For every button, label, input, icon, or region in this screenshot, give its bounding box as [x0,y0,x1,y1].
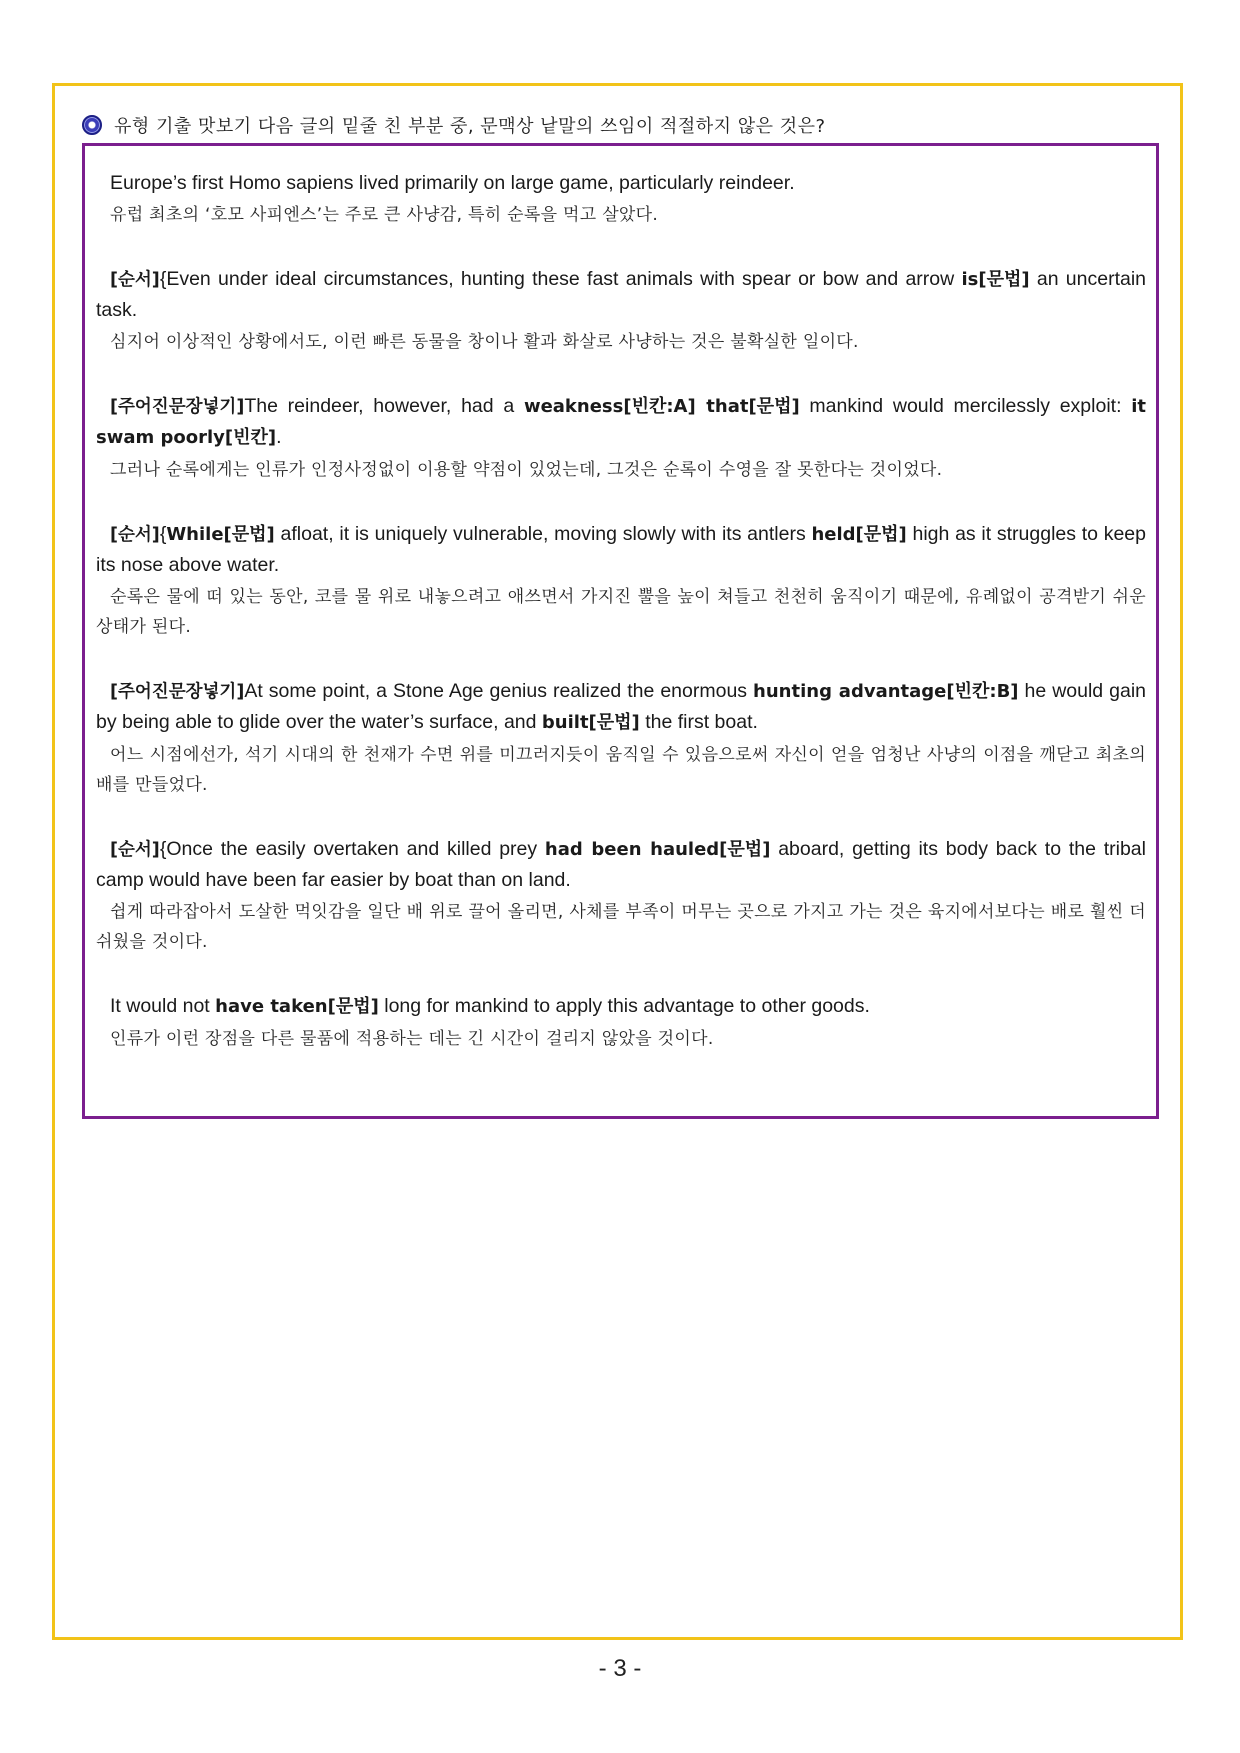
marked-phrase: While[문법] [166,524,275,545]
question-type-tag: [주어진문장넣기] [110,682,245,702]
passage-content [96,168,1146,1088]
question-type-tag: [순서] [110,270,160,290]
sentence-text: {Once the easily overtaken and killed prey [159,838,545,860]
sentence-text: Europe’s first Homo sapiens lived primarily on large game, particularly reindeer. [110,172,795,194]
sentence-text: It would not [110,995,216,1017]
korean-translation: 어느 시점에선가, 석기 시대의 한 천재가 수면 위를 미끄러지듯이 움직일 수 있음으로써 자신이 얻을 엄청난 사냥의 이점을 깨닫고 최초의 배를 만들었다. [96,745,1146,795]
english-sentence [96,519,1146,580]
sentence-text: an uncertain task. [96,268,1147,321]
english-sentence [96,991,1146,1022]
page-number: - 3 - [598,1655,642,1682]
sentence-text: mankind would mercilessly exploit: [799,395,1132,417]
sentence-text: . [276,426,282,448]
question-type-tag: [주어진문장넣기] [110,397,245,417]
passage-paragraph [96,264,1146,357]
marked-phrase: is[문법] [961,269,1030,290]
korean-translation: 인류가 이런 장점을 다른 물품에 적용하는 데는 긴 시간이 걸리지 않았을 것이다. [110,1029,714,1049]
question-title: 유형 기출 맛보기 다음 글의 밑줄 친 부분 중, 문맥상 낱말의 쓰임이 적절하지 않은 것은? [114,116,826,137]
passage-paragraph [96,676,1146,800]
question-type-tag: [순서] [110,840,160,860]
passage-paragraph [96,519,1146,642]
korean-translation: 심지어 이상적인 상황에서도, 이런 빠른 동물을 창이나 활과 화살로 사냥하는 것은 불확실한 일이다. [110,332,859,352]
marked-phrase: built[문법] [541,712,640,733]
marked-phrase: held[문법] [811,524,907,545]
marked-phrase: it swam poorly[빈칸] [96,396,1146,448]
sentence-text: { [159,523,167,545]
korean-translation: 그러나 순록에게는 인류가 인정사정없이 이용할 약점이 있었는데, 그것은 순록이 수영을 잘 못한다는 것이었다. [110,460,943,480]
sentence-text: At some point, a Stone Age genius realized the enormous [244,680,754,702]
marked-phrase: have taken[문법] [215,996,379,1017]
passage-paragraph [96,834,1146,957]
sentence-text: afloat, it is uniquely vulnerable, moving slowly with its antlers [274,523,812,545]
marked-phrase: hunting advantage[빈칸:B] [753,681,1019,702]
sentence-text: he would gain by being able to glide over the water’s surface, and [96,680,1147,733]
english-sentence [96,168,1146,198]
question-header [82,112,826,138]
english-sentence [96,834,1146,895]
sentence-text: {Even under ideal circumstances, hunting these fast animals with spear or bow and arrow [159,268,962,290]
passage-paragraph [96,391,1146,485]
sentence-text: high as it struggles to keep its nose above water. [96,523,1146,576]
english-sentence [96,676,1146,738]
bullet-circle-icon [82,115,102,135]
korean-translation: 쉽게 따라잡아서 도살한 먹잇감을 일단 배 위로 끌어 올리면, 사체를 부족이 머무는 곳으로 가지고 가는 것은 육지에서보다는 배로 훨씬 더 쉬웠을 것이다. [96,902,1146,952]
question-type-tag: [순서] [110,525,160,545]
passage-paragraph [96,168,1146,230]
sentence-text: aboard, getting its body back to the tribal camp would have been far easier by boat than on land. [96,838,1146,891]
korean-translation: 순록은 물에 떠 있는 동안, 코를 물 위로 내놓으려고 애쓰면서 가지진 뿔을 높이 쳐들고 천천히 움직이기 때문에, 유례없이 공격받기 쉬운 상태가 된다. [96,587,1146,637]
sentence-text: long for mankind to apply this advantage to other goods. [378,995,870,1017]
english-sentence [96,264,1146,325]
marked-phrase: had been hauled[문법] [544,839,771,860]
sentence-text: The reindeer, however, had a [244,395,524,417]
marked-phrase: weakness[빈칸:A] that[문법] [523,396,800,417]
passage-box [82,143,1159,1119]
english-sentence [96,391,1146,453]
sentence-text: the first boat. [639,711,758,733]
passage-paragraph [96,991,1146,1054]
korean-translation: 유럽 최초의 ‘호모 사피엔스’는 주로 큰 사냥감, 특히 순록을 먹고 살았다. [110,205,659,225]
